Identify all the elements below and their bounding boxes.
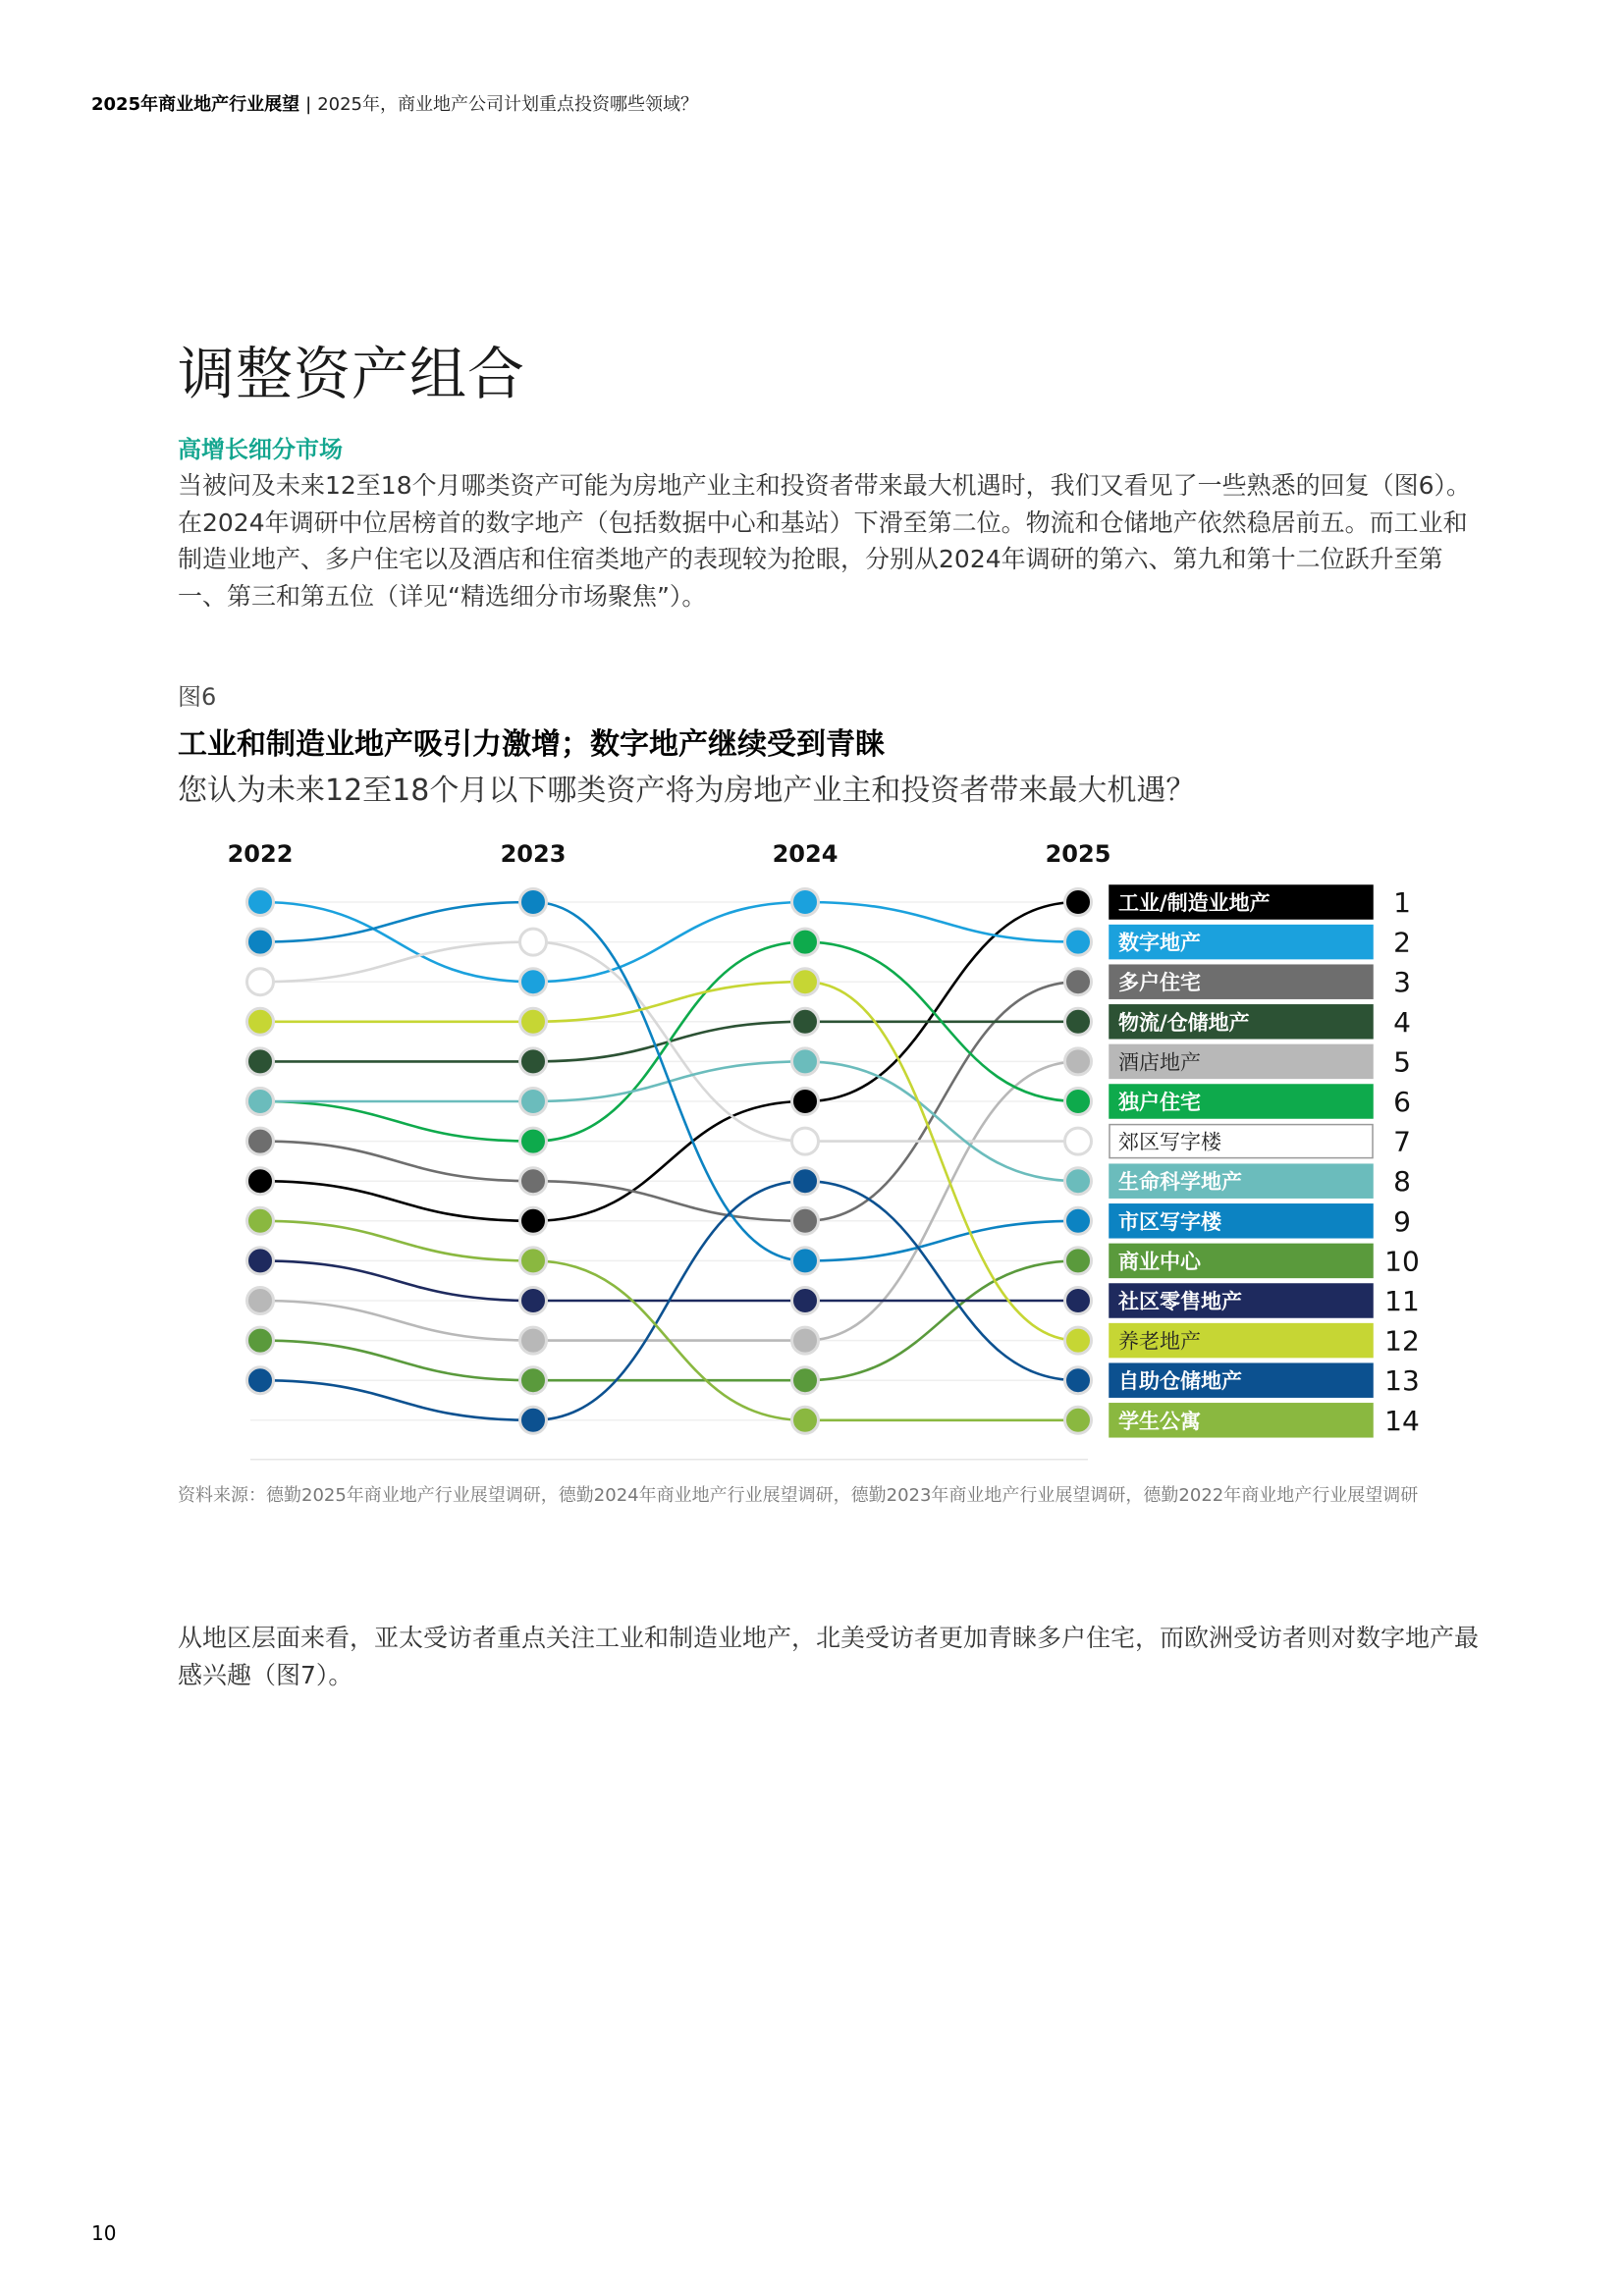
figure-question: 您认为未来12至18个月以下哪类资产将为房地产业主和投资者带来最大机遇？	[178, 774, 1196, 808]
legend-label: 多户住宅	[1118, 971, 1201, 995]
data-point	[520, 1008, 547, 1035]
data-point	[520, 1168, 547, 1195]
data-point	[520, 1407, 547, 1433]
paragraph-1: 当被问及未来12至18个月哪类资产可能为房地产业主和投资者带来最大机遇时，我们又看见了一些熟悉的回复（图6）。在2024年调研中位居榜首的数字地产（包括数据中心和基站）下滑至第二位。物流和仓储地产依然稳居前五。而工业和制造业地产、多户住宅以及酒店和住宿类地产的表现较为抢眼，分别从2024年调研的第六、第九和第十二位跃升至第一、第三和第五位（详见“精选细分市场聚焦”）。	[178, 471, 1472, 611]
year-label: 2023	[500, 840, 567, 868]
series-line	[260, 942, 533, 983]
data-point	[1065, 1407, 1092, 1433]
series-line	[805, 1181, 1078, 1380]
data-point	[792, 1367, 819, 1394]
data-point	[792, 1207, 819, 1234]
data-point	[520, 1128, 547, 1154]
rank-label: 1	[1393, 886, 1411, 919]
paragraph-2: 从地区层面来看，亚太受访者重点关注工业和制造业地产，北美受访者更加青睐多户住宅，而欧洲受访者则对数字地产最感兴趣（图7）。	[178, 1624, 1480, 1689]
figure-title: 工业和制造业地产吸引力激增；数字地产继续受到青睐	[178, 727, 885, 762]
data-point	[247, 1089, 274, 1115]
series-line	[533, 902, 805, 1260]
page-number: 10	[91, 2221, 117, 2245]
data-point	[1065, 1327, 1092, 1354]
rank-label: 6	[1393, 1086, 1411, 1118]
header-separator: |	[305, 94, 312, 115]
data-point	[1065, 1248, 1092, 1274]
data-point	[520, 1367, 547, 1394]
series-line	[260, 1221, 533, 1261]
series-line	[260, 1181, 533, 1221]
data-point	[520, 1207, 547, 1234]
data-point	[1065, 1207, 1092, 1234]
rank-label: 13	[1384, 1364, 1420, 1398]
series-line	[260, 1101, 533, 1142]
data-point	[247, 1327, 274, 1354]
data-point	[792, 969, 819, 995]
series-line	[805, 982, 1078, 1340]
legend-label: 市区写字楼	[1118, 1209, 1221, 1234]
data-point	[1065, 1089, 1092, 1115]
data-point	[520, 1048, 547, 1075]
data-point	[792, 1288, 819, 1314]
data-point	[792, 1327, 819, 1354]
legend-label: 独户住宅	[1118, 1091, 1201, 1114]
legend-label: 学生公寓	[1118, 1409, 1201, 1433]
data-point	[247, 1248, 274, 1274]
rank-label: 14	[1384, 1404, 1420, 1437]
legend-label: 养老地产	[1118, 1329, 1201, 1354]
series-line	[260, 1341, 533, 1381]
figure-label: 图6	[178, 683, 217, 711]
series-line	[260, 902, 533, 942]
data-point	[247, 1008, 274, 1035]
data-point	[520, 889, 547, 916]
legend-label: 自助仓储地产	[1118, 1369, 1242, 1394]
data-point	[520, 1089, 547, 1115]
data-point	[792, 1089, 819, 1115]
data-point	[520, 969, 547, 995]
data-point	[1065, 1288, 1092, 1314]
data-point	[1065, 1048, 1092, 1075]
data-point	[520, 1248, 547, 1274]
legend-label: 物流/仓储地产	[1118, 1010, 1250, 1035]
header-section: 2025年，商业地产公司计划重点投资哪些领域？	[317, 94, 698, 115]
series-line	[260, 1301, 533, 1341]
data-point	[792, 1248, 819, 1274]
section-title: 调整资产组合	[178, 341, 526, 407]
data-point	[1065, 969, 1092, 995]
legend-label: 生命科学地产	[1118, 1170, 1242, 1195]
data-point	[520, 929, 547, 955]
data-point	[247, 1288, 274, 1314]
data-point	[792, 889, 819, 916]
data-point	[1065, 1008, 1092, 1035]
data-point	[247, 929, 274, 955]
data-point	[1065, 929, 1092, 955]
series-line	[260, 1142, 533, 1182]
report-title: 2025年商业地产行业展望	[91, 94, 300, 115]
data-point	[247, 969, 274, 995]
data-point	[792, 1407, 819, 1433]
year-label: 2025	[1045, 840, 1111, 868]
data-point	[247, 889, 274, 916]
rank-label: 11	[1384, 1285, 1420, 1317]
data-point	[1065, 889, 1092, 916]
source-note: 资料来源：德勤2025年商业地产行业展望调研，德勤2024年商业地产行业展望调研，德勤2023年商业地产行业展望调研，德勤2022年商业地产行业展望调研	[178, 1485, 1419, 1506]
legend-label: 郊区写字楼	[1118, 1130, 1221, 1154]
data-point	[247, 1128, 274, 1154]
series-line	[533, 942, 805, 1142]
data-point	[792, 1048, 819, 1075]
data-point	[247, 1168, 274, 1195]
data-point	[1065, 1128, 1092, 1154]
data-point	[1065, 1367, 1092, 1394]
data-point	[520, 1288, 547, 1314]
legend-label: 商业中心	[1118, 1250, 1201, 1274]
data-point	[792, 1128, 819, 1154]
data-point	[247, 1367, 274, 1394]
data-point	[520, 1327, 547, 1354]
series-line	[260, 1260, 533, 1301]
rank-label: 9	[1393, 1204, 1411, 1238]
legend-label: 社区零售地产	[1118, 1290, 1242, 1313]
legend-label: 酒店地产	[1118, 1050, 1201, 1075]
rank-label: 2	[1393, 926, 1411, 959]
legend-label: 数字地产	[1118, 931, 1201, 955]
rank-label: 8	[1393, 1165, 1411, 1199]
year-label: 2022	[227, 840, 294, 868]
series-line	[260, 1380, 533, 1420]
data-point	[247, 1048, 274, 1075]
series-line	[805, 1221, 1078, 1261]
data-point	[792, 1008, 819, 1035]
rank-label: 12	[1384, 1324, 1420, 1358]
data-point	[1065, 1168, 1092, 1195]
data-point	[792, 1168, 819, 1195]
rank-label: 3	[1393, 966, 1411, 999]
rank-label: 10	[1384, 1245, 1420, 1278]
series-line	[533, 1181, 805, 1221]
rank-label: 7	[1393, 1125, 1411, 1158]
data-point	[792, 929, 819, 955]
legend-label: 工业/制造业地产	[1118, 891, 1271, 915]
series-line	[533, 982, 805, 1022]
sub-heading: 高增长细分市场	[178, 436, 343, 463]
data-point	[247, 1207, 274, 1234]
rank-label: 4	[1393, 1005, 1411, 1039]
rank-label: 5	[1393, 1045, 1411, 1079]
year-label: 2024	[772, 840, 839, 868]
series-line	[533, 1101, 805, 1221]
